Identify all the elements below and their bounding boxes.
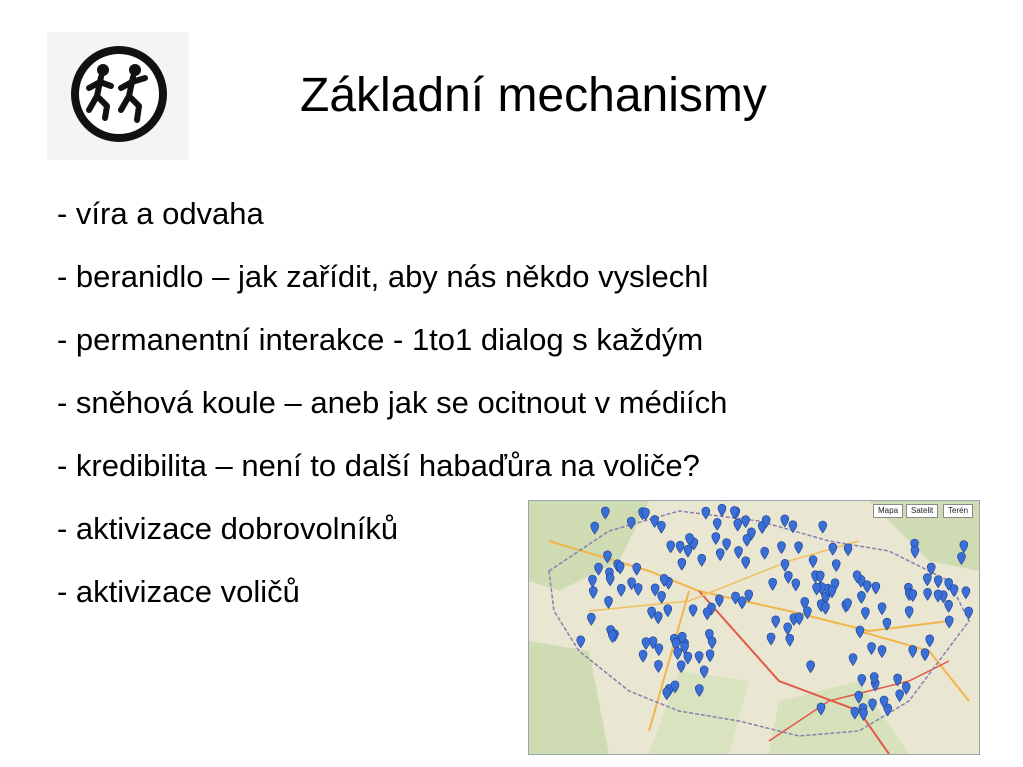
bullet-item: - aktivizace voličů — [57, 574, 300, 609]
running-people-icon — [69, 44, 169, 144]
map-image — [528, 500, 980, 755]
map-type-button[interactable]: Mapa — [873, 504, 903, 518]
logo — [47, 32, 189, 160]
bullet-item: - sněhová koule – aneb jak se ocitnout v médiích — [57, 385, 728, 420]
terrain-type-button[interactable]: Terén — [943, 504, 973, 518]
bullet-item: - kredibilita – není to další habaďůra na voliče? — [57, 448, 700, 483]
bullet-item: - permanentní interakce - 1to1 dialog s každým — [57, 322, 704, 357]
bullet-item: - víra a odvaha — [57, 196, 264, 231]
bullet-item: - aktivizace dobrovolníků — [57, 511, 399, 546]
satellite-type-button[interactable]: Satelit — [906, 504, 938, 518]
map-canvas — [529, 501, 979, 754]
slide-title: Základní mechanismy — [300, 69, 767, 122]
bullet-item: - beranidlo – jak zařídit, aby nás někdo vyslechl — [57, 259, 709, 294]
